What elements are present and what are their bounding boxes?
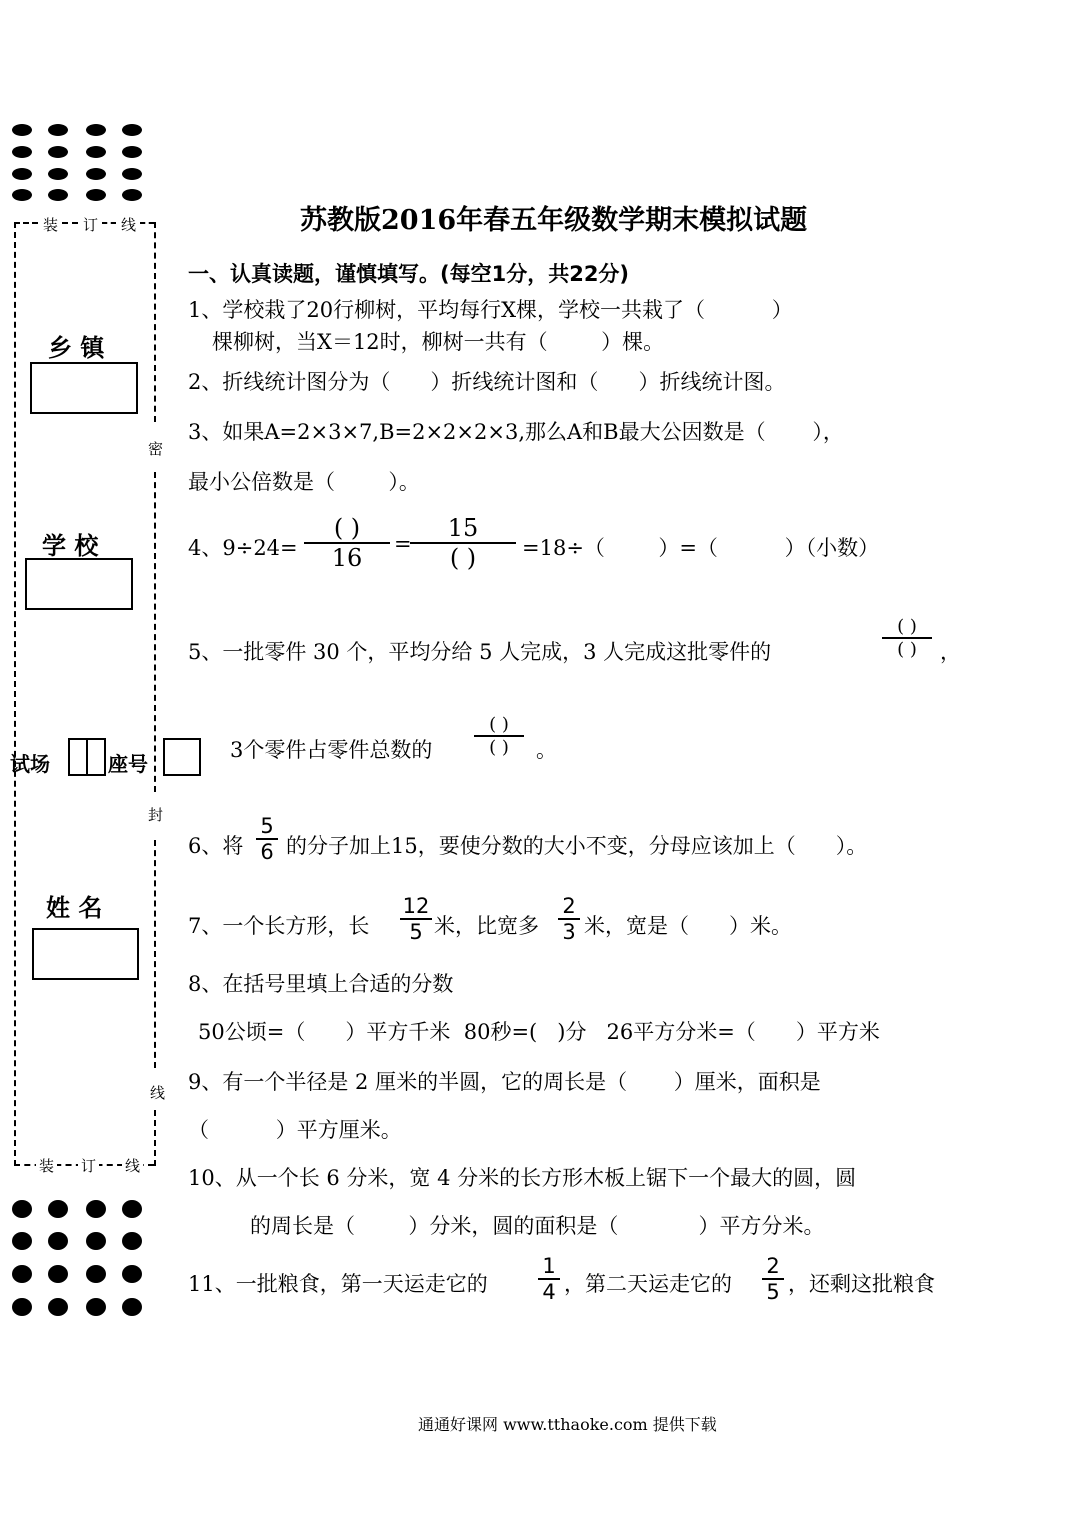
binding-line-top-segment	[62, 222, 78, 224]
question-4-tail: =18÷（ ）=（ ）（小数）	[522, 536, 880, 560]
fraction-numerator: ( )	[897, 616, 917, 637]
exam-room-label: 试场	[10, 752, 50, 776]
seal-char-mi: 密	[148, 440, 164, 458]
fraction-numerator: 5	[260, 814, 274, 838]
equals-sign: =	[394, 532, 412, 556]
question-3-line-1: 3、如果A=2×3×7,B=2×2×2×3,那么A和B最大公因数是（ ），	[188, 420, 844, 444]
fraction-denominator: 5	[400, 918, 432, 944]
town-input-box[interactable]	[30, 362, 138, 414]
seat-input-box[interactable]	[163, 738, 201, 776]
question-11-middle: ，第二天运走它的	[564, 1272, 732, 1296]
fraction-denominator: 3	[558, 918, 580, 944]
binding-line-right-4	[154, 1110, 156, 1166]
question-5-line-1: 5、一批零件 30 个，平均分给 5 人完成，3 人完成这批零件的	[188, 640, 772, 664]
binding-char: 线	[122, 1155, 143, 1176]
binding-char: 订	[80, 214, 101, 235]
town-label: 乡 镇	[48, 334, 105, 362]
question-11-tail: ，还剩这批粮食	[788, 1272, 935, 1296]
question-6-fraction	[256, 814, 278, 864]
binding-line-top-segment	[140, 222, 154, 224]
binding-line-right-2	[154, 472, 156, 792]
question-5-line-2: 3个零件占零件总数的	[230, 738, 433, 762]
seat-label: 座号	[108, 752, 148, 776]
fraction-denominator: 4	[538, 1278, 560, 1304]
school-label: 学 校	[42, 532, 99, 560]
binding-char: 线	[118, 214, 139, 235]
question-11-fraction-1	[538, 1254, 560, 1304]
question-5-blank-fraction-2	[474, 714, 524, 758]
question-7-fraction-1	[400, 894, 432, 944]
binding-char: 订	[78, 1155, 99, 1176]
section-heading: 一、认真读题，谨慎填写。(每空1分，共22分)	[188, 262, 630, 286]
question-9-line-1: 9、有一个半径是 2 厘米的半圆，它的周长是（ ）厘米，面积是	[188, 1070, 821, 1094]
fraction-numerator: 1	[542, 1254, 556, 1278]
question-9-line-2: （ ）平方厘米。	[188, 1118, 402, 1142]
question-4-fraction-1	[304, 514, 390, 572]
question-4-fraction-2	[410, 514, 516, 572]
question-5-blank-fraction-1	[882, 616, 932, 660]
question-1-line-1: 1、学校栽了20行柳树，平均每行X棵，学校一共栽了（ ）	[188, 298, 793, 322]
question-7-tail: 米，宽是（ ）米。	[584, 914, 793, 938]
seal-char-xian: 线	[150, 1084, 166, 1102]
footer-credit: 通通好课网 www.tthaoke.com 提供下载	[418, 1415, 717, 1434]
question-7-prefix: 7、一个长方形，长	[188, 914, 370, 938]
question-1-line-2: 棵柳树，当X＝12时，柳树一共有（ ）棵。	[212, 330, 665, 354]
question-6-prefix: 6、将	[188, 834, 244, 858]
binding-char: 装	[36, 1155, 57, 1176]
question-3-line-2: 最小公倍数是（ ）。	[188, 470, 420, 494]
fraction-denominator: ( )	[410, 542, 516, 572]
exam-room-box-1[interactable]	[68, 738, 88, 776]
question-7-fraction-2	[558, 894, 580, 944]
fraction-numerator: ( )	[489, 714, 509, 735]
fraction-denominator: 16	[304, 542, 390, 572]
fraction-numerator: 12	[402, 894, 430, 918]
fraction-numerator: 15	[447, 514, 479, 542]
question-11-fraction-2	[762, 1254, 784, 1304]
exam-room-box-2[interactable]	[86, 738, 106, 776]
question-8-items: 50公顷=（ ）平方千米 80秒=( )分 26平方分米=（ ）平方米	[198, 1020, 880, 1044]
seal-char-feng: 封	[148, 806, 164, 824]
question-5-period: 。	[536, 738, 557, 762]
fraction-denominator: 5	[762, 1278, 784, 1304]
question-4-prefix: 4、9÷24=	[188, 536, 298, 560]
binding-line-top-segment	[102, 222, 116, 224]
binding-line-left	[14, 222, 16, 1166]
fraction-denominator: 6	[256, 838, 278, 864]
name-label: 姓 名	[46, 894, 103, 922]
binding-line-top-segment	[14, 222, 38, 224]
fraction-denominator: ( )	[474, 735, 524, 758]
question-5-comma: ，	[940, 640, 961, 664]
fraction-numerator: 2	[562, 894, 576, 918]
name-input-box[interactable]	[32, 928, 139, 980]
question-2: 2、折线统计图分为（ ）折线统计图和（ ）折线统计图。	[188, 370, 786, 394]
question-8: 8、在括号里填上合适的分数	[188, 972, 454, 996]
fraction-numerator: 2	[766, 1254, 780, 1278]
question-10-line-2: 的周长是（ ）分米，圆的面积是（ ）平方分米。	[250, 1214, 825, 1238]
binding-line-right-1	[154, 222, 156, 422]
question-11-prefix: 11、一批粮食，第一天运走它的	[188, 1272, 488, 1296]
fraction-denominator: ( )	[882, 637, 932, 660]
binding-line-right-3	[154, 840, 156, 1068]
question-6-tail: 的分子加上15，要使分数的大小不变，分母应该加上（ ）。	[286, 834, 868, 858]
binding-char: 装	[40, 214, 61, 235]
question-7-middle: 米，比宽多	[434, 914, 539, 938]
question-10-line-1: 10、从一个长 6 分米，宽 4 分米的长方形木板上锯下一个最大的圆，圆	[188, 1166, 857, 1190]
school-input-box[interactable]	[25, 558, 133, 610]
exam-title: 苏教版2016年春五年级数学期末模拟试题	[300, 205, 808, 236]
fraction-numerator: ( )	[333, 514, 361, 542]
